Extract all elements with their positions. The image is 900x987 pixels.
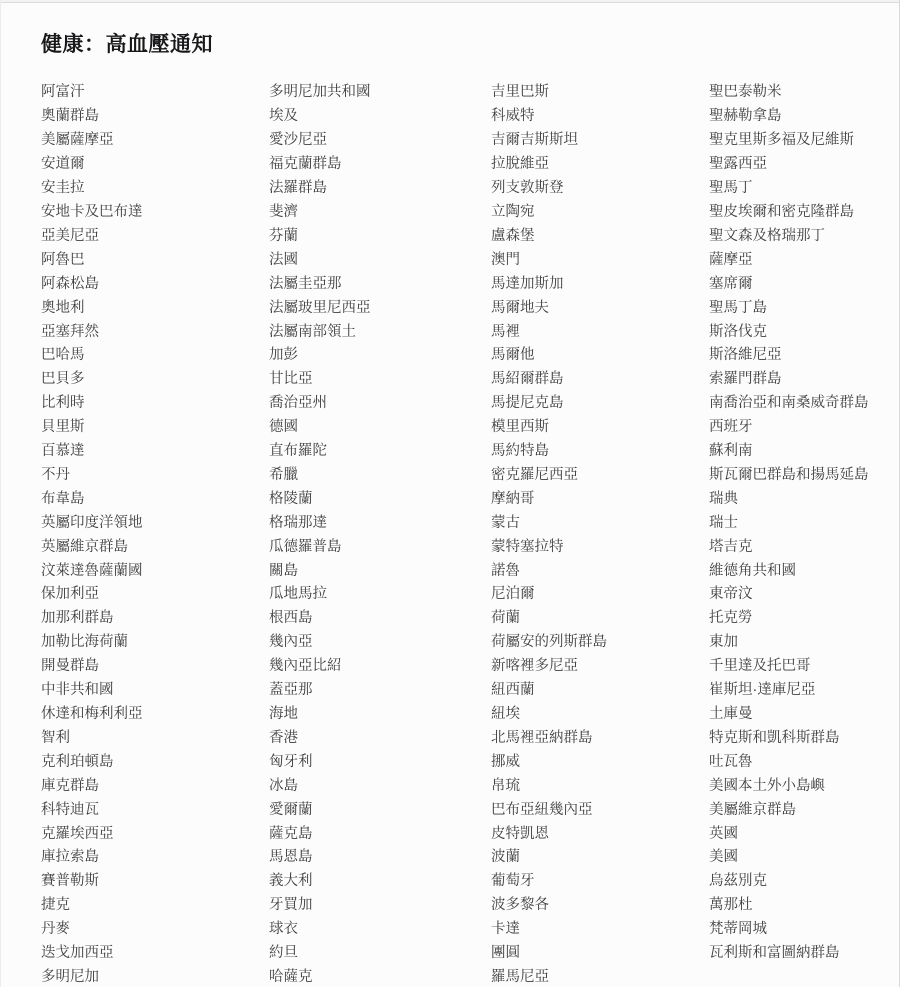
country-item: 巴布亞紐幾內亞 xyxy=(491,801,593,818)
country-item: 格陵蘭 xyxy=(269,490,313,507)
country-item: 關島 xyxy=(269,562,298,579)
country-item: 多明尼加共和國 xyxy=(269,84,371,101)
country-item: 義大利 xyxy=(269,873,313,890)
country-item: 馬約特島 xyxy=(491,443,549,460)
country-item: 匈牙利 xyxy=(269,753,313,770)
country-item: 約旦 xyxy=(269,945,298,962)
country-item: 科威特 xyxy=(491,108,535,125)
country-item: 庫拉索島 xyxy=(41,849,99,866)
country-item: 阿森松島 xyxy=(41,275,99,292)
country-item: 馬恩島 xyxy=(269,849,313,866)
country-item: 美屬維京群島 xyxy=(709,801,796,818)
country-item: 智利 xyxy=(41,729,70,746)
country-item: 貝里斯 xyxy=(41,419,85,436)
country-item: 百慕達 xyxy=(41,443,85,460)
country-item: 瓜德羅普島 xyxy=(269,538,342,555)
country-item: 亞塞拜然 xyxy=(41,323,99,340)
country-item: 蓋亞那 xyxy=(269,682,313,699)
country-item: 德國 xyxy=(269,419,298,436)
country-item: 英屬維京群島 xyxy=(41,538,128,555)
page-title: 健康：高血壓通知 xyxy=(41,33,213,57)
country-item: 庫克群島 xyxy=(41,777,99,794)
country-item: 加那利群島 xyxy=(41,610,114,627)
country-item: 波蘭 xyxy=(491,849,520,866)
country-item: 巴哈馬 xyxy=(41,347,85,364)
country-item: 巴貝多 xyxy=(41,371,85,388)
country-item: 馬爾他 xyxy=(491,347,535,364)
country-item: 馬提尼克島 xyxy=(491,395,564,412)
country-item: 荷蘭 xyxy=(491,610,520,627)
country-item: 盧森堡 xyxy=(491,227,535,244)
country-item: 直布羅陀 xyxy=(269,443,327,460)
country-item: 亞美尼亞 xyxy=(41,227,99,244)
country-item: 根西島 xyxy=(269,610,313,627)
country-item: 北馬裡亞納群島 xyxy=(491,729,593,746)
country-item: 奧蘭群島 xyxy=(41,108,99,125)
country-item: 安道爾 xyxy=(41,156,85,173)
country-item: 多明尼加 xyxy=(41,968,99,985)
country-item: 法國 xyxy=(269,251,298,268)
country-item: 薩克島 xyxy=(269,825,313,842)
country-item: 哈薩克 xyxy=(269,968,313,985)
country-item: 愛沙尼亞 xyxy=(269,132,327,149)
country-item: 克利珀頓島 xyxy=(41,753,114,770)
country-item: 斐濟 xyxy=(269,203,298,220)
country-item: 列支敦斯登 xyxy=(491,180,564,197)
country-item: 斯洛伐克 xyxy=(709,323,767,340)
country-item: 東帝汶 xyxy=(709,586,753,603)
country-column-4 xyxy=(709,79,887,964)
country-item: 不丹 xyxy=(41,466,70,483)
country-item: 蘇利南 xyxy=(709,443,753,460)
country-item: 吉里巴斯 xyxy=(491,84,549,101)
country-item: 希臘 xyxy=(269,466,298,483)
country-item: 英屬印度洋領地 xyxy=(41,514,143,531)
country-item: 美屬薩摩亞 xyxy=(41,132,114,149)
country-item: 諾魯 xyxy=(491,562,520,579)
country-item: 迭戈加西亞 xyxy=(41,945,114,962)
country-item: 聖克里斯多福及尼維斯 xyxy=(709,132,854,149)
country-item: 瓦利斯和富圖納群島 xyxy=(709,945,840,962)
country-item: 羅馬尼亞 xyxy=(491,968,549,985)
country-item: 甘比亞 xyxy=(269,371,313,388)
country-list xyxy=(41,79,887,987)
country-item: 斯洛維尼亞 xyxy=(709,347,782,364)
country-item: 休達和梅利利亞 xyxy=(41,706,143,723)
country-item: 開曼群島 xyxy=(41,658,99,675)
country-item: 尼泊爾 xyxy=(491,586,535,603)
country-item: 加彭 xyxy=(269,347,298,364)
country-item: 荷屬安的列斯群島 xyxy=(491,634,607,651)
country-item: 薩摩亞 xyxy=(709,251,753,268)
country-item: 聖巴泰勒米 xyxy=(709,84,782,101)
top-divider xyxy=(1,2,899,3)
country-item: 加勒比海荷蘭 xyxy=(41,634,128,651)
country-item: 瑞士 xyxy=(709,514,738,531)
country-item: 美國 xyxy=(709,849,738,866)
country-item: 安地卡及巴布達 xyxy=(41,203,143,220)
country-item: 斯瓦爾巴群島和揚馬延島 xyxy=(709,466,869,483)
country-item: 聖露西亞 xyxy=(709,156,767,173)
country-item: 比利時 xyxy=(41,395,85,412)
country-item: 保加利亞 xyxy=(41,586,99,603)
country-item: 卡達 xyxy=(491,921,520,938)
country-item: 馬達加斯加 xyxy=(491,275,564,292)
country-item: 阿富汗 xyxy=(41,84,85,101)
country-item: 團圓 xyxy=(491,945,520,962)
country-item: 澳門 xyxy=(491,251,520,268)
country-item: 海地 xyxy=(269,706,298,723)
country-item: 芬蘭 xyxy=(269,227,298,244)
country-item: 帛琉 xyxy=(491,777,520,794)
country-item: 土庫曼 xyxy=(709,706,753,723)
country-item: 皮特凱恩 xyxy=(491,825,549,842)
country-item: 阿魯巴 xyxy=(41,251,85,268)
country-column-2 xyxy=(269,79,491,987)
country-item: 法屬南部領土 xyxy=(269,323,356,340)
country-item: 吐瓦魯 xyxy=(709,753,753,770)
country-item: 格瑞那達 xyxy=(269,514,327,531)
country-item: 馬紹爾群島 xyxy=(491,371,564,388)
country-item: 幾內亞比紹 xyxy=(269,658,342,675)
country-item: 聖皮埃爾和密克隆群島 xyxy=(709,203,854,220)
country-item: 模里西斯 xyxy=(491,419,549,436)
country-item: 挪威 xyxy=(491,753,520,770)
country-item: 聖馬丁 xyxy=(709,180,753,197)
country-item: 崔斯坦·達庫尼亞 xyxy=(709,682,816,699)
country-item: 紐埃 xyxy=(491,706,520,723)
country-column-1 xyxy=(41,79,269,987)
country-item: 奧地利 xyxy=(41,299,85,316)
country-item: 丹麥 xyxy=(41,921,70,938)
country-item: 福克蘭群島 xyxy=(269,156,342,173)
country-item: 西班牙 xyxy=(709,419,753,436)
country-item: 托克勞 xyxy=(709,610,753,627)
country-item: 英國 xyxy=(709,825,738,842)
country-item: 法屬圭亞那 xyxy=(269,275,342,292)
country-item: 索羅門群島 xyxy=(709,371,782,388)
country-item: 萬那杜 xyxy=(709,897,753,914)
country-item: 法屬玻里尼西亞 xyxy=(269,299,371,316)
country-item: 特克斯和凱科斯群島 xyxy=(709,729,840,746)
country-item: 捷克 xyxy=(41,897,70,914)
country-item: 密克羅尼西亞 xyxy=(491,466,578,483)
country-column-3 xyxy=(491,79,709,987)
country-item: 汶萊達魯薩蘭國 xyxy=(41,562,143,579)
country-item: 新喀裡多尼亞 xyxy=(491,658,578,675)
country-item: 馬爾地夫 xyxy=(491,299,549,316)
country-item: 摩納哥 xyxy=(491,490,535,507)
country-item: 聖馬丁島 xyxy=(709,299,767,316)
country-item: 冰島 xyxy=(269,777,298,794)
country-item: 賽普勒斯 xyxy=(41,873,99,890)
country-item: 瓜地馬拉 xyxy=(269,586,327,603)
country-item: 東加 xyxy=(709,634,738,651)
country-item: 塔吉克 xyxy=(709,538,753,555)
country-item: 千里達及托巴哥 xyxy=(709,658,811,675)
country-item: 馬裡 xyxy=(491,323,520,340)
country-item: 紐西蘭 xyxy=(491,682,535,699)
country-item: 維德角共和國 xyxy=(709,562,796,579)
country-item: 蒙特塞拉特 xyxy=(491,538,564,555)
country-item: 喬治亞州 xyxy=(269,395,327,412)
country-item: 安圭拉 xyxy=(41,180,85,197)
country-item: 法羅群島 xyxy=(269,180,327,197)
country-item: 瑞典 xyxy=(709,490,738,507)
country-item: 烏茲別克 xyxy=(709,873,767,890)
country-item: 立陶宛 xyxy=(491,203,535,220)
country-item: 埃及 xyxy=(269,108,298,125)
country-item: 香港 xyxy=(269,729,298,746)
country-item: 愛爾蘭 xyxy=(269,801,313,818)
country-item: 聖文森及格瑞那丁 xyxy=(709,227,825,244)
country-item: 牙買加 xyxy=(269,897,313,914)
country-item: 波多黎各 xyxy=(491,897,549,914)
country-item: 塞席爾 xyxy=(709,275,753,292)
country-item: 葡萄牙 xyxy=(491,873,535,890)
country-item: 中非共和國 xyxy=(41,682,114,699)
country-item: 南喬治亞和南桑威奇群島 xyxy=(709,395,869,412)
country-item: 梵蒂岡城 xyxy=(709,921,767,938)
country-item: 球衣 xyxy=(269,921,298,938)
country-item: 吉爾吉斯斯坦 xyxy=(491,132,578,149)
country-item: 聖赫勒拿島 xyxy=(709,108,782,125)
country-item: 蒙古 xyxy=(491,514,520,531)
country-item: 幾內亞 xyxy=(269,634,313,651)
country-item: 克羅埃西亞 xyxy=(41,825,114,842)
country-item: 布韋島 xyxy=(41,490,85,507)
country-item: 拉脫維亞 xyxy=(491,156,549,173)
country-item: 美國本土外小島嶼 xyxy=(709,777,825,794)
country-item: 科特迪瓦 xyxy=(41,801,99,818)
